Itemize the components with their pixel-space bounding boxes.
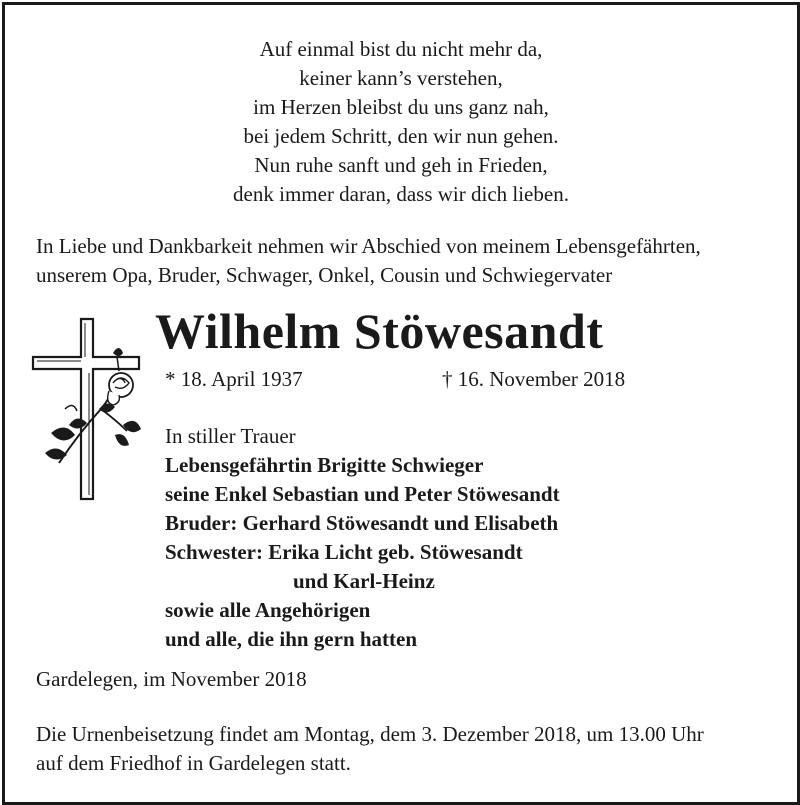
intro-line: unserem Opa, Bruder, Schwager, Onkel, Cousin und Schwiegervater [36, 263, 613, 287]
poem-line: Auf einmal bist du nicht mehr da, [259, 37, 543, 61]
mourner-line: Schwester: Erika Licht geb. Stöwesandt [165, 540, 523, 564]
poem [5, 35, 797, 209]
cross-with-rose-icon [29, 313, 147, 505]
mourner-line: sowie alle Angehörigen [165, 598, 371, 622]
funeral-notice [36, 720, 786, 778]
funeral-line: Die Urnenbeisetzung findet am Montag, dem 3. Dezember 2018, um 13.00 Uhr [36, 722, 704, 746]
poem-line: bei jedem Schritt, den wir nun gehen. [243, 124, 559, 148]
poem-line: denk immer daran, dass wir dich lieben. [233, 182, 569, 206]
obituary-frame [2, 2, 800, 805]
funeral-line: auf dem Friedhof in Gardelegen statt. [36, 751, 351, 775]
birth-date: * 18. April 1937 [165, 367, 303, 391]
mourners-heading: In stiller Trauer [165, 424, 296, 448]
mourner-line: Bruder: Gerhard Stöwesandt und Elisabeth [165, 511, 559, 535]
death-date: † 16. November 2018 [442, 367, 626, 391]
intro-text [36, 232, 786, 290]
deceased-name: Wilhelm Stöwesandt [155, 303, 604, 359]
mourner-line: und Karl-Heinz [293, 569, 435, 593]
mourner-line: Lebensgefährtin Brigitte Schwieger [165, 453, 484, 477]
poem-line: keiner kann’s verstehen, [299, 66, 503, 90]
mourner-line: und alle, die ihn gern hatten [165, 627, 418, 651]
poem-line: im Herzen bleibst du uns ganz nah, [253, 95, 549, 119]
place-date: Gardelegen, im November 2018 [36, 667, 307, 691]
mourners-list [165, 422, 765, 654]
intro-line: In Liebe und Dankbarkeit nehmen wir Abschied von meinem Lebensgefährten, [36, 234, 701, 258]
poem-line: Nun ruhe sanft und geh in Frieden, [254, 153, 548, 177]
mourner-line: seine Enkel Sebastian und Peter Stöwesandt [165, 482, 560, 506]
